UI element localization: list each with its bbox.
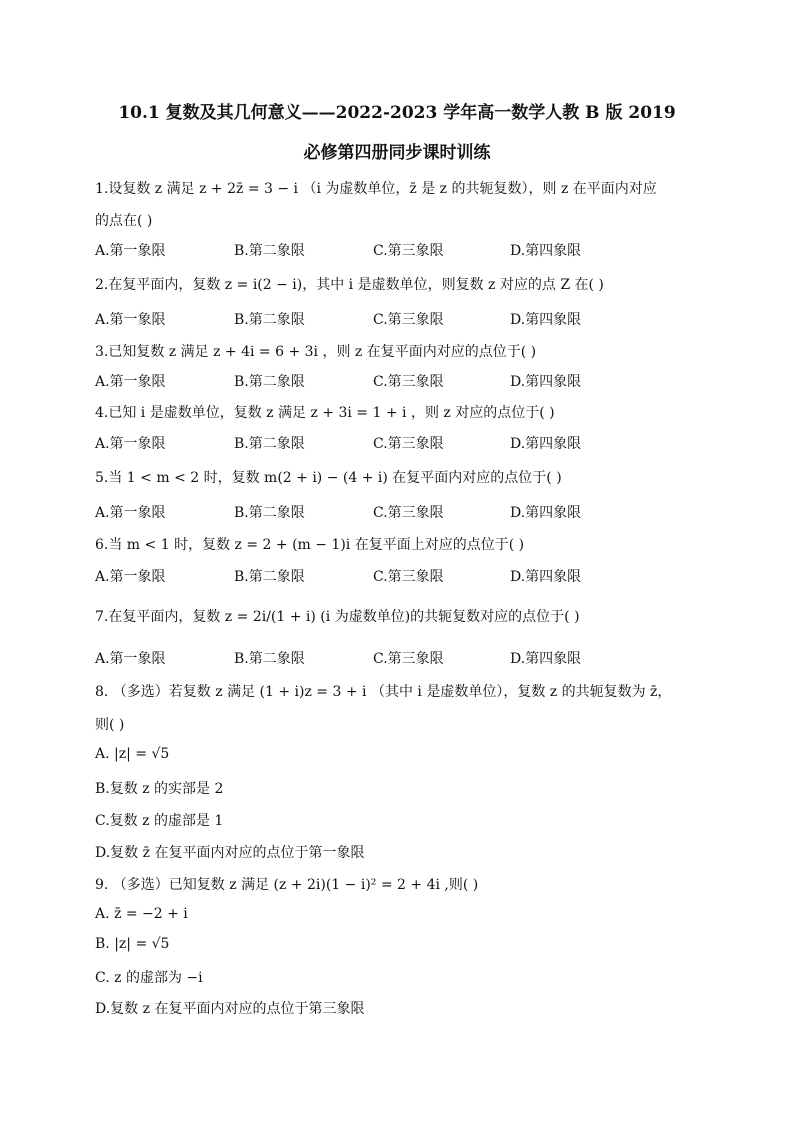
question-1-options (95, 240, 715, 260)
question-4-options (95, 433, 715, 453)
question-9-stem: 9. （多选）已知复数 z 满足 (z + 2i)(1 − i)² = 2 + 4i ,则( ) (95, 877, 479, 893)
option-c: C.第三象限 (373, 569, 444, 585)
option-b: B.第二象限 (234, 374, 305, 390)
option-d: D.第四象限 (510, 569, 582, 585)
question-8-option-d: D.复数 z̄ 在复平面内对应的点位于第一象限 (95, 845, 365, 861)
option-d: D.第四象限 (510, 243, 582, 259)
option-a: A.第一象限 (95, 374, 166, 390)
option-c: C.第三象限 (373, 651, 444, 667)
question-8-option-b: B.复数 z 的实部是 2 (95, 781, 224, 797)
option-c: C.第三象限 (373, 374, 444, 390)
option-d: D.第四象限 (510, 505, 582, 521)
option-c: C.第三象限 (373, 312, 444, 328)
option-c: C.第三象限 (373, 505, 444, 521)
option-c: C.第三象限 (373, 243, 444, 259)
question-8-option-c: C.复数 z 的虚部是 1 (95, 813, 224, 829)
question-3-options (95, 371, 715, 391)
option-b: B.第二象限 (234, 569, 305, 585)
option-c: C.第三象限 (373, 436, 444, 452)
option-b: B.第二象限 (234, 505, 305, 521)
question-9-option-b: B. |z| = √5 (95, 936, 170, 952)
question-7-stem: 7.在复平面内，复数 z = 2i/(1 + i) (i 为虚数单位)的共轭复数对应的点位于( ) (95, 609, 580, 625)
option-d: D.第四象限 (510, 374, 582, 390)
question-5-options (95, 502, 715, 522)
question-9-option-d: D.复数 z 在复平面内对应的点位于第三象限 (95, 1001, 365, 1017)
question-2-options (95, 309, 715, 329)
question-7-options (95, 648, 715, 668)
question-1-stem: 1.设复数 z 满足 z + 2z̄ = 3 − i （i 为虚数单位，z̄ 是 z 的共轭复数），则 z 在平面内对应 (95, 181, 657, 197)
question-9-option-a: A. z̄ = −2 + i (95, 906, 188, 922)
option-a: A.第一象限 (95, 436, 166, 452)
option-b: B.第二象限 (234, 312, 305, 328)
question-5-stem: 5.当 1 < m < 2 时，复数 m(2 + i) − (4 + i) 在复平面内对应的点位于( ) (95, 470, 562, 486)
doc-title-line1: 10.1 复数及其几何意义——2022-2023 学年高一数学人教 B 版 2019 (118, 103, 676, 123)
doc-title-line2: 必修第四册同步课时训练 (303, 143, 491, 163)
question-3-stem: 3.已知复数 z 满足 z + 4i = 6 + 3i ，则 z 在复平面内对应的点位于( ) (95, 344, 537, 360)
option-d: D.第四象限 (510, 436, 582, 452)
option-d: D.第四象限 (510, 312, 582, 328)
option-a: A.第一象限 (95, 243, 166, 259)
question-8-option-a: A. |z| = √5 (95, 746, 170, 762)
question-2-stem: 2.在复平面内，复数 z = i(2 − i)，其中 i 是虚数单位，则复数 z 对应的点 Z 在( ) (95, 277, 604, 293)
question-8-stem: 8. （多选）若复数 z 满足 (1 + i)z = 3 + i （其中 i 是虚数单位），复数 z 的共轭复数为 z̄， (95, 684, 672, 700)
option-a: A.第一象限 (95, 569, 166, 585)
option-b: B.第二象限 (234, 436, 305, 452)
option-a: A.第一象限 (95, 651, 166, 667)
option-a: A.第一象限 (95, 312, 166, 328)
question-4-stem: 4.已知 i 是虚数单位，复数 z 满足 z + 3i = 1 + i ，则 z 对应的点位于( ) (95, 405, 555, 421)
question-8-stem-cont: 则( ) (95, 717, 125, 733)
question-9-option-c: C. z 的虚部为 −i (95, 970, 203, 986)
question-6-stem: 6.当 m < 1 时，复数 z = 2 + (m − 1)i 在复平面上对应的点位于( ) (95, 537, 525, 553)
question-6-options (95, 566, 715, 586)
option-a: A.第一象限 (95, 505, 166, 521)
option-d: D.第四象限 (510, 651, 582, 667)
option-b: B.第二象限 (234, 651, 305, 667)
question-1-stem-cont: 的点在( ) (95, 213, 153, 229)
option-b: B.第二象限 (234, 243, 305, 259)
